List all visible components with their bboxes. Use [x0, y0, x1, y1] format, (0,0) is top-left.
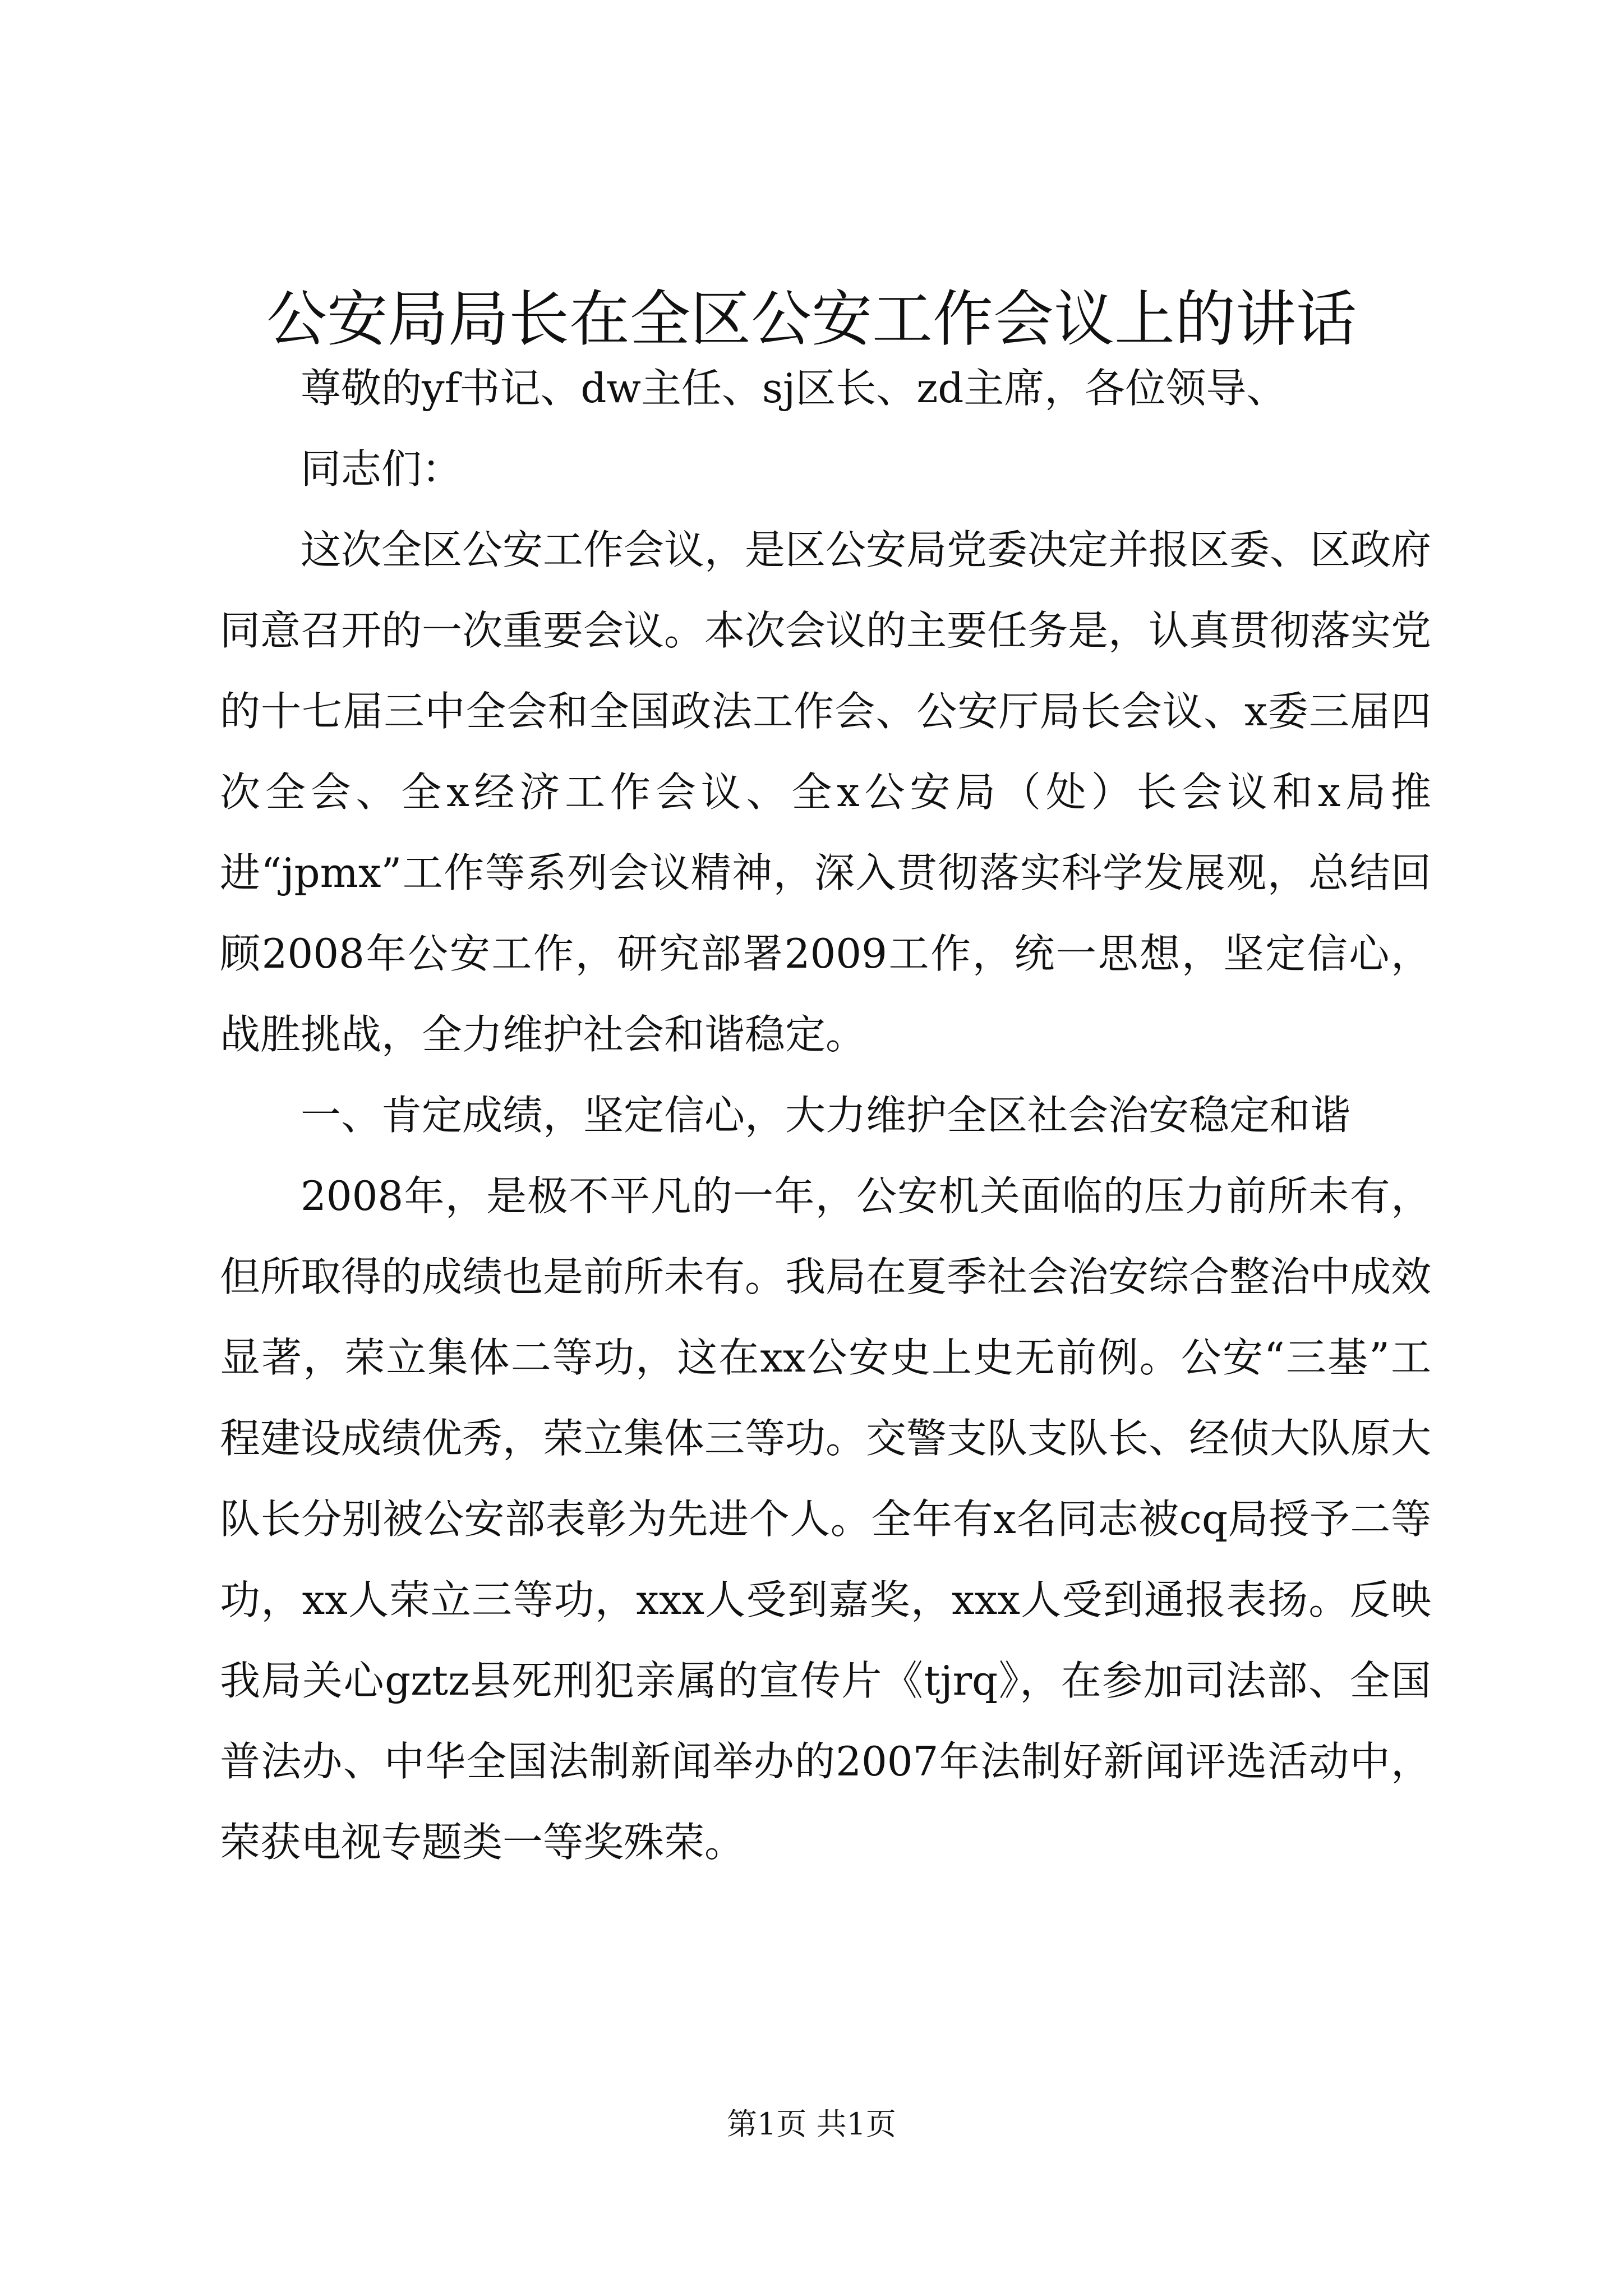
body-paragraph: 这次全区公安工作会议，是区公安局党委决定并报区委、区政府同意召开的一次重要会议。本次会议的主要任务是，认真贯彻落实党的十七届三中全会和全国政法工作会、公安厅局长会议、x委三届四次全会、全x经济工作会议、全x公安局（处）长会议和x局推进“jpmx”工作等系列会议精神，深入贯彻落实科学发展观，总结回顾2008年公安工作，研究部署2009工作，统一思想，坚定信心，战胜挑战，全力维护社会和谐稳定。: [220, 526, 1432, 1058]
section-heading: 一、肯定成绩，坚定信心，大力维护全区社会治安稳定和谐: [301, 1092, 1351, 1139]
document-title: 公安局局长在全区公安工作会议上的讲话: [266, 284, 1357, 355]
page-number: 第1页 共1页: [727, 2106, 896, 2142]
document-body: [220, 348, 1431, 1883]
salutation-line: 尊敬的yf书记、dw主任、sj区长、zd主席，各位领导、: [301, 365, 1287, 412]
page-footer: [0, 2105, 1623, 2144]
salutation-line-2: 同志们：: [301, 445, 463, 493]
body-paragraph: 2008年，是极不平凡的一年，公安机关面临的压力前所未有，但所取得的成绩也是前所未有。我局在夏季社会治安综合整治中成效显著，荣立集体二等功，这在xx公安史上史无前例。公安“三基”工程建设成绩优秀，荣立集体三等功。交警支队支队长、经侦大队原大队长分别被公安部表彰为先进个人。全年有x名同志被cq局授予二等功，xx人荣立三等功，xxx人受到嘉奖，xxx人受到通报表扬。反映我局关心gztz县死刑犯亲属的宣传片《tjrq》，在参加司法部、全国普法办、中华全国法制新闻举办的2007年法制好新闻评选活动中，荣获电视专题类一等奖殊荣。: [220, 1172, 1432, 1866]
